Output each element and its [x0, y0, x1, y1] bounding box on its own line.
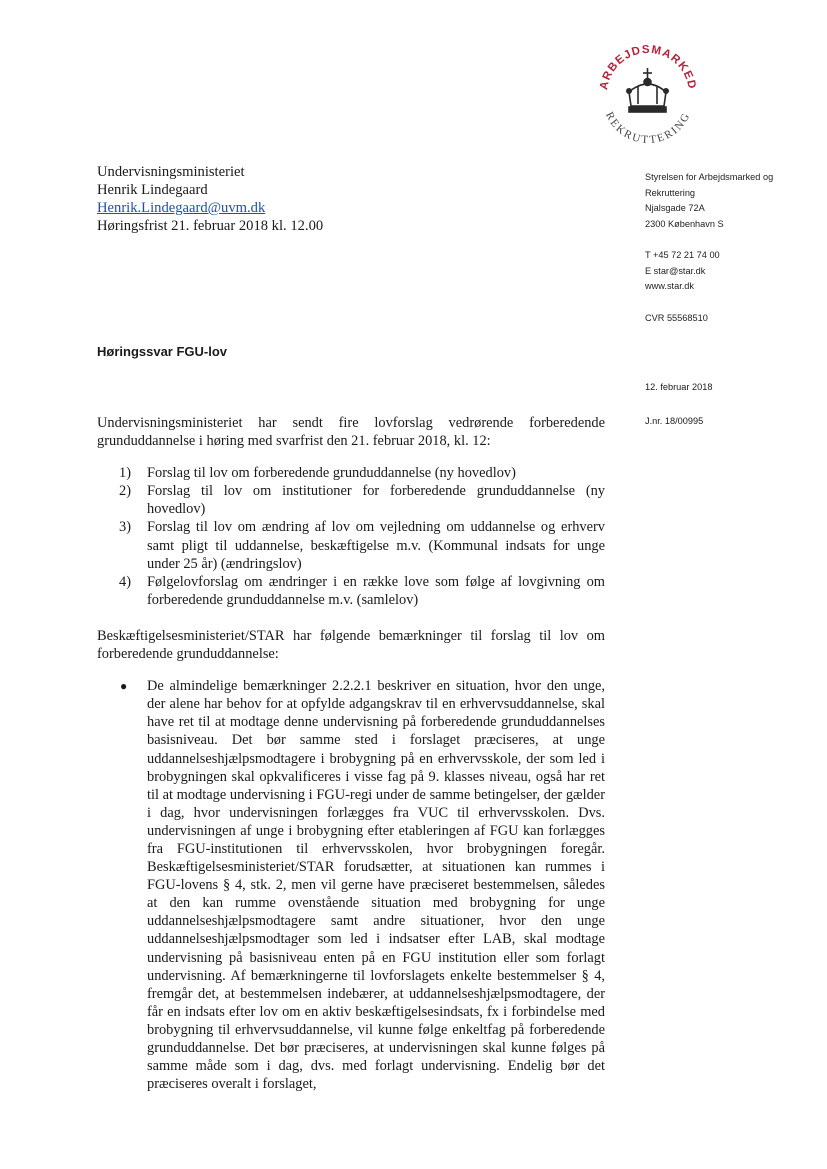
- sender-city: 2300 København S: [645, 218, 724, 229]
- list-item: [97, 573, 605, 609]
- list-item-number: 2): [119, 483, 131, 500]
- list-item-number: 3): [119, 519, 131, 536]
- star-logo-graphic: [585, 28, 710, 153]
- logo-arc-bottom-text: REKRUTTERING: [603, 109, 693, 147]
- sender-phone: T +45 72 21 74 00: [645, 250, 720, 260]
- list-item-text: Følgelovforslag om ændringer i en række love som følge af lovgivning om forberedende grunduddannelse m.v. (samlelov): [147, 573, 605, 608]
- sender-street: Njalsgade 72A: [645, 203, 705, 213]
- list-item: [97, 464, 605, 482]
- sender-block: [645, 170, 773, 326]
- sender-org-line2: Rekruttering: [645, 187, 696, 198]
- remarks-list: [97, 677, 605, 1093]
- sender-web: www.star.dk: [645, 281, 695, 291]
- recipient-block: [97, 163, 323, 235]
- list-item-number: 1): [119, 465, 131, 482]
- logo-arc-top-text: ARBEJDSMARKED: [598, 43, 698, 91]
- journal-number: J.nr. 18/00995: [645, 416, 704, 426]
- list-item-text: Forslag til lov om ændring af lov om vejledning om uddannelse og erhverv samt pligt til uddannelse, beskæftigelse m.v. (Kommunal indsats for unge under 25 år) (ændringslov): [147, 519, 605, 572]
- star-logo: [585, 28, 710, 153]
- remarks-intro: Beskæftigelsesministeriet/STAR har følgende bemærkninger til forslag til lov om forberedende grunduddannelse:: [97, 627, 605, 663]
- list-item: [97, 518, 605, 572]
- letter-subject: Høringssvar FGU-lov: [97, 344, 228, 359]
- sender-org-line1: Styrelsen for Arbejdsmarked og: [645, 172, 774, 182]
- bullet-icon: ●: [120, 679, 128, 694]
- bill-list: [97, 464, 605, 609]
- list-item-number: 4): [119, 573, 131, 590]
- letter-body: [97, 414, 605, 1093]
- remark-text: De almindelige bemærkninger 2.2.2.1 beskriver en situation, hvor den unge, der alene har behov for at opfylde adgangskrav til en erhvervsuddannelse, skal have ret til at modtage denne undervisning på forberedende grunduddannelses basisniveau. Det bør samme sted i forslaget præciseres, at unge uddannelseshjælpsmodtagere i brobygning på en erhvervsskole, der som led i brobygningen skal opkvalificeres i visse fag på 9. klasses niveau, også har ret til at modtage undervisning i FGU-regi under de samme betingelser, der gælder i dag, hvor undervisningen forlægges fra VUC til erhvervsskolen. Dvs. undervisningen af unge i brobygning efter etableringen af FGU kan forlægges fra FGU-institutionen til erhvervsskolen, hvor brobygningen foregår. Beskæftigelsesministeriet/STAR forudsætter, at situationen kan rummes i FGU-lovens § 4, stk. 2, men vil gerne have præciseret bestemmelsen, således at den kan rumme ovenstående situation med brobygning for unge uddannelseshjælpsmodtagere samt andre situationer, hvor den unge uddannelseshjælpsmodtager som led i indsatser efter LAB, skal modtage undervisning på basisniveau enten på en FGU institution eller som forlagt undervisning. Af bemærkningerne til lovforslagets enkelte bestemmelser § 4, fremgår det, at bestemmelsen indebærer, at uddannelseshjælpsmodtagere, der får en indsats efter lov om en aktiv beskæftigelsesindsats, fx i forbindelse med brobygning til erhvervsuddannelse, vil kunne følge enkeltfag på forberedende grunduddannelse. Det bør præciseres, at undervisningen skal kunne følges på samme måde som i dag, dvs. med forlagt undervisning. Endelig bør det præciseres overalt i forslaget,: [147, 678, 605, 1093]
- sender-email: E star@star.dk: [645, 265, 706, 276]
- crown-icon: [627, 68, 668, 112]
- recipient-name: Henrik Lindegaard: [97, 182, 208, 198]
- list-item-text: Forslag til lov om forberedende grunduddannelse (ny hovedlov): [147, 465, 516, 482]
- body-intro: Undervisningsministeriet har sendt fire lovforslag vedrørende forberedende grunduddannelse i høring med svarfrist den 21. februar 2018, kl. 12:: [97, 415, 605, 450]
- recipient-ministry: Undervisningsministeriet: [97, 164, 245, 180]
- list-item: [97, 482, 605, 518]
- letter-date: 12. februar 2018: [645, 382, 713, 392]
- sender-cvr: CVR 55568510: [645, 312, 708, 323]
- list-item: [97, 677, 605, 1093]
- list-item-text: Forslag til lov om institutioner for forberedende grunduddannelse (ny hovedlov): [147, 483, 605, 518]
- recipient-email-link[interactable]: Henrik.Lindegaard@uvm.dk: [97, 200, 266, 216]
- recipient-deadline: Høringsfrist 21. februar 2018 kl. 12.00: [97, 218, 324, 234]
